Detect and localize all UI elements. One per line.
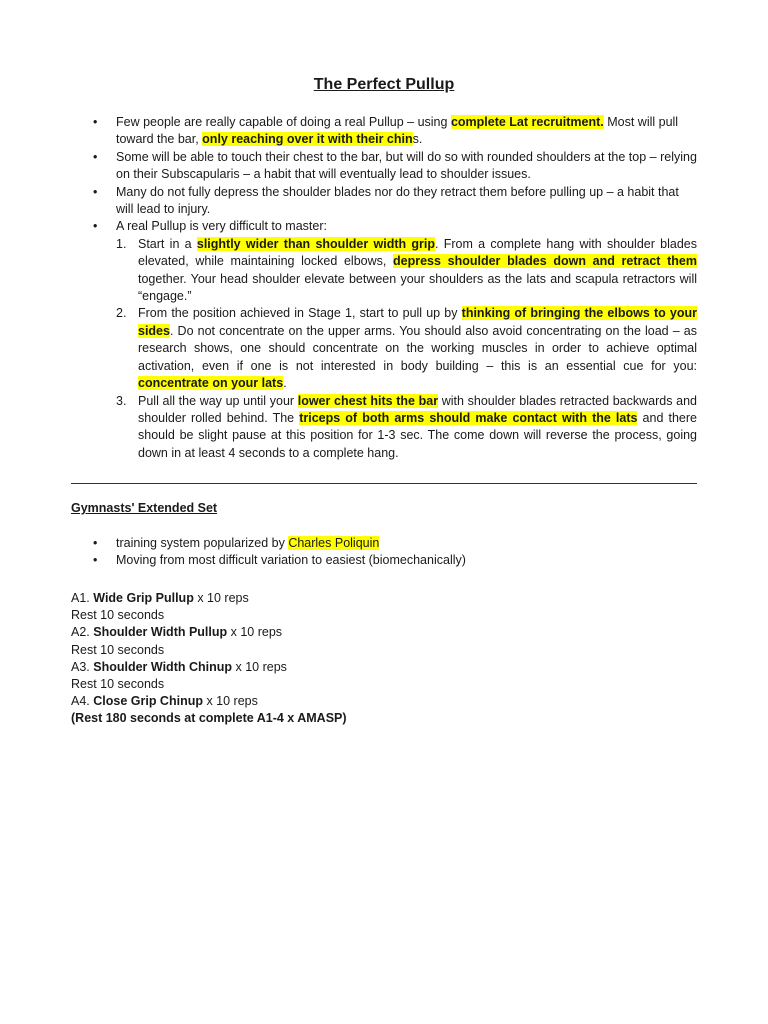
exercise-name: Shoulder Width Chinup [93,659,233,674]
horizontal-divider [71,483,697,484]
step-text: . Do not concentrate on the upper arms. You should also avoid concentrating on the load – as research shows, one should concentrate on the working muscles in order to achieve optimal activation, even if one is not interested in body building – this is an essential cue for you: [138,323,697,373]
gymnasts-bullet-list [71,535,697,570]
step-item [71,236,697,306]
step-number: 2. [116,306,127,321]
page-title: The Perfect Pullup [313,76,455,93]
reps-text: x 10 reps [232,659,287,674]
rest-line: Rest 10 seconds [71,642,165,657]
rest-line: Rest 10 seconds [71,677,165,692]
gymnasts-section [71,535,697,570]
bullet-item [71,535,697,552]
workout-prefix: A4. [71,694,94,709]
step-text: and there should be slight pause at this position for 1-3 sec. The come down will reverse the process, going down in at least 4 seconds to a complete hang. [138,410,697,460]
step-text: . From a complete hang with shoulder blades elevated, while maintaining locked elbows, [138,236,697,269]
workout-item [71,693,697,710]
bullet-item [71,114,697,149]
bullet-text: Most will pull toward the bar, [116,115,679,147]
step-text: Start in a [138,236,197,251]
highlight-text: slightly wider than shoulder width grip [196,236,436,251]
steps-list [71,236,697,462]
exercise-name: Wide Grip Pullup [93,591,194,605]
step-number: 1. [116,236,127,251]
bullet-text: s. [412,132,423,147]
highlight-text: complete Lat recruitment. [450,115,604,129]
step-text: with shoulder blades retracted backwards and shoulder rolled behind. The [138,393,697,425]
workout-list [71,590,697,728]
workout-item [71,659,697,676]
workout-prefix: A3. [71,659,94,674]
step-text: . [283,376,287,391]
step-number: 3. [116,393,127,408]
highlight-text: only reaching over it with their chin [202,132,413,147]
pullup-section [71,114,697,462]
reps-text: x 10 reps [202,694,258,709]
exercise-name: Close Grip Chinup [93,694,203,709]
reps-text: x 10 reps [193,591,249,605]
step-item [71,393,697,463]
final-rest-line [71,710,697,727]
workout-item [71,624,697,641]
step-item [71,305,697,392]
gymnasts-heading: Gymnasts' Extended Set [71,501,218,515]
step-text: together. Your head shoulder elevate between your shoulders as the lats and scapula retractors will “engage.” [138,271,697,304]
workout-prefix: A1. [71,591,94,605]
highlight-text: triceps of both arms should make contact with the lats [299,410,638,425]
step-text: From the position achieved in Stage 1, start to pull up by [138,306,462,321]
bullet-text: Few people are really capable of doing a real Pullup – using [116,115,451,129]
step-text: Pull all the way up until your [138,393,298,408]
highlight-text: lower chest hits the bar [297,393,439,408]
reps-text: x 10 reps [227,625,283,640]
workout-item [71,590,697,607]
final-rest-text: (Rest 180 seconds at complete A1-4 x AMASP) [71,711,347,726]
bullet-item: • Many do not fully depress the shoulder blades nor do they retract them before pulling up – a habit that will lead to injury. [71,184,697,219]
highlight-text: Charles Poliquin [288,536,380,550]
workout-prefix: A2. [71,625,94,640]
bullet-item: • Some will be able to touch their chest to the bar, but will do so with rounded shoulders at the top – relying on their Subscapularis – a habit that will eventually lead to shoulder issues. [71,149,697,184]
highlight-text: concentrate on your lats [138,376,284,391]
bullet-text: training system popularized by [116,536,289,550]
highlight-text: thinking of bringing the elbows to your sides [138,306,697,338]
rest-line: Rest 10 seconds [71,608,165,623]
pullup-bullet-list [71,114,697,236]
bullet-item: • Moving from most difficult variation to easiest (biomechanically) [71,552,697,569]
highlight-text: depress shoulder blades down and retract them [393,254,697,269]
bullet-item: • A real Pullup is very difficult to master: [71,218,697,235]
exercise-name: Shoulder Width Pullup [93,625,228,640]
